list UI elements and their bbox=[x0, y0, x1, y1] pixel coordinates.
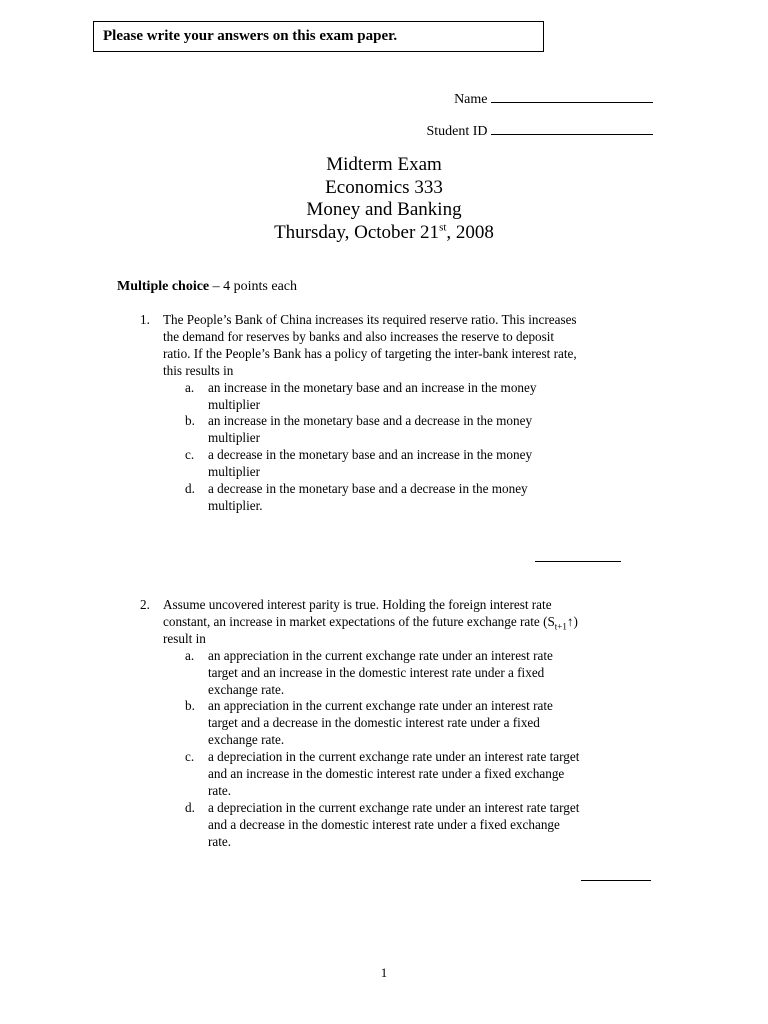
name-field bbox=[454, 88, 653, 109]
student-id-input-line[interactable] bbox=[491, 120, 653, 135]
choice-line: a decrease in the monetary base and an increase in the money bbox=[208, 447, 533, 463]
choice-c bbox=[140, 749, 660, 800]
question-2-answer-line[interactable] bbox=[581, 879, 651, 881]
stem-text: constant, an increase in market expectations of the future exchange rate (S bbox=[163, 613, 555, 629]
choice-line: an appreciation in the current exchange rate under an interest rate bbox=[208, 698, 553, 714]
exam-date bbox=[0, 222, 768, 245]
choice-line: target and an increase in the domestic interest rate under a fixed bbox=[208, 664, 545, 680]
choice-line: exchange rate. bbox=[208, 681, 285, 697]
question-number: 2. bbox=[140, 597, 150, 612]
choice-b bbox=[140, 413, 660, 447]
choice-letter: b. bbox=[185, 413, 195, 429]
page-number: 1 bbox=[380, 965, 388, 980]
question-2 bbox=[140, 597, 660, 851]
title-line-3: Money and Banking bbox=[306, 199, 462, 220]
choice-line: multiplier bbox=[208, 464, 261, 480]
choice-line: and a decrease in the domestic interest rate under a fixed exchange bbox=[208, 816, 560, 832]
choice-line: a depreciation in the current exchange rate under an interest rate target bbox=[208, 799, 580, 815]
question-number: 1. bbox=[140, 312, 150, 327]
choice-line: multiplier bbox=[208, 430, 261, 446]
choice-d bbox=[140, 481, 660, 515]
choice-b bbox=[140, 698, 660, 749]
exam-title bbox=[0, 154, 768, 244]
exam-date-suffix: st bbox=[439, 221, 447, 234]
choice-line: multiplier. bbox=[208, 497, 263, 513]
choice-line: an appreciation in the current exchange rate under an interest rate bbox=[208, 647, 553, 663]
question-stem bbox=[163, 312, 660, 380]
title-line-2: Economics 333 bbox=[325, 176, 443, 198]
instructions-box: Please write your answers on this exam paper. bbox=[93, 21, 544, 52]
question-1 bbox=[140, 312, 660, 515]
exam-date-year: , 2008 bbox=[446, 221, 494, 243]
name-label: Name bbox=[454, 92, 488, 107]
student-id-field bbox=[426, 120, 653, 141]
stem-line: The People’s Bank of China increases its required reserve ratio. This increases bbox=[163, 312, 577, 327]
choice-line: exchange rate. bbox=[208, 732, 285, 748]
stem-line: this results in bbox=[163, 362, 234, 378]
choice-line: rate. bbox=[208, 782, 232, 798]
choice-a bbox=[140, 380, 660, 414]
choice-letter: a. bbox=[185, 647, 195, 663]
choice-d bbox=[140, 800, 660, 851]
choice-line: rate. bbox=[208, 833, 232, 849]
choice-letter: d. bbox=[185, 481, 195, 497]
choice-a bbox=[140, 648, 660, 699]
student-id-label: Student ID bbox=[426, 124, 488, 139]
section-points: – 4 points each bbox=[209, 279, 298, 294]
section-title: Multiple choice bbox=[117, 279, 210, 294]
stem-line bbox=[163, 614, 660, 631]
question-stem bbox=[163, 597, 660, 648]
stem-line: Assume uncovered interest parity is true. Holding the foreign interest rate bbox=[163, 597, 552, 612]
choice-line: multiplier bbox=[208, 396, 261, 412]
title-line-1: Midterm Exam bbox=[326, 154, 442, 175]
choice-letter: a. bbox=[185, 379, 195, 395]
choice-line: and an increase in the domestic interest rate under a fixed exchange bbox=[208, 766, 565, 782]
choice-letter: c. bbox=[185, 749, 195, 765]
question-1-answer-line[interactable] bbox=[535, 560, 621, 562]
name-input-line[interactable] bbox=[491, 88, 653, 103]
choice-line: an increase in the monetary base and an increase in the money bbox=[208, 379, 537, 395]
choice-line: target and a decrease in the domestic interest rate under a fixed bbox=[208, 715, 540, 731]
stem-line: the demand for reserves by banks and also increases the reserve to deposit bbox=[163, 328, 555, 344]
stem-line: result in bbox=[163, 630, 206, 646]
choice-line: a depreciation in the current exchange rate under an interest rate target bbox=[208, 749, 580, 765]
stem-line: ratio. If the People’s Bank has a policy of targeting the inter-bank interest rate, bbox=[163, 345, 577, 361]
choice-line: an increase in the monetary base and a decrease in the money bbox=[208, 413, 533, 429]
choice-c bbox=[140, 447, 660, 481]
section-heading bbox=[117, 278, 297, 296]
stem-subscript: t+1 bbox=[554, 621, 567, 632]
choice-letter: c. bbox=[185, 447, 195, 463]
up-arrow-icon: ↑) bbox=[566, 613, 578, 629]
choice-letter: d. bbox=[185, 799, 195, 815]
exam-date-text: Thursday, October 21 bbox=[274, 221, 440, 243]
choice-line: a decrease in the monetary base and a decrease in the money bbox=[208, 481, 528, 497]
choice-letter: b. bbox=[185, 698, 195, 714]
